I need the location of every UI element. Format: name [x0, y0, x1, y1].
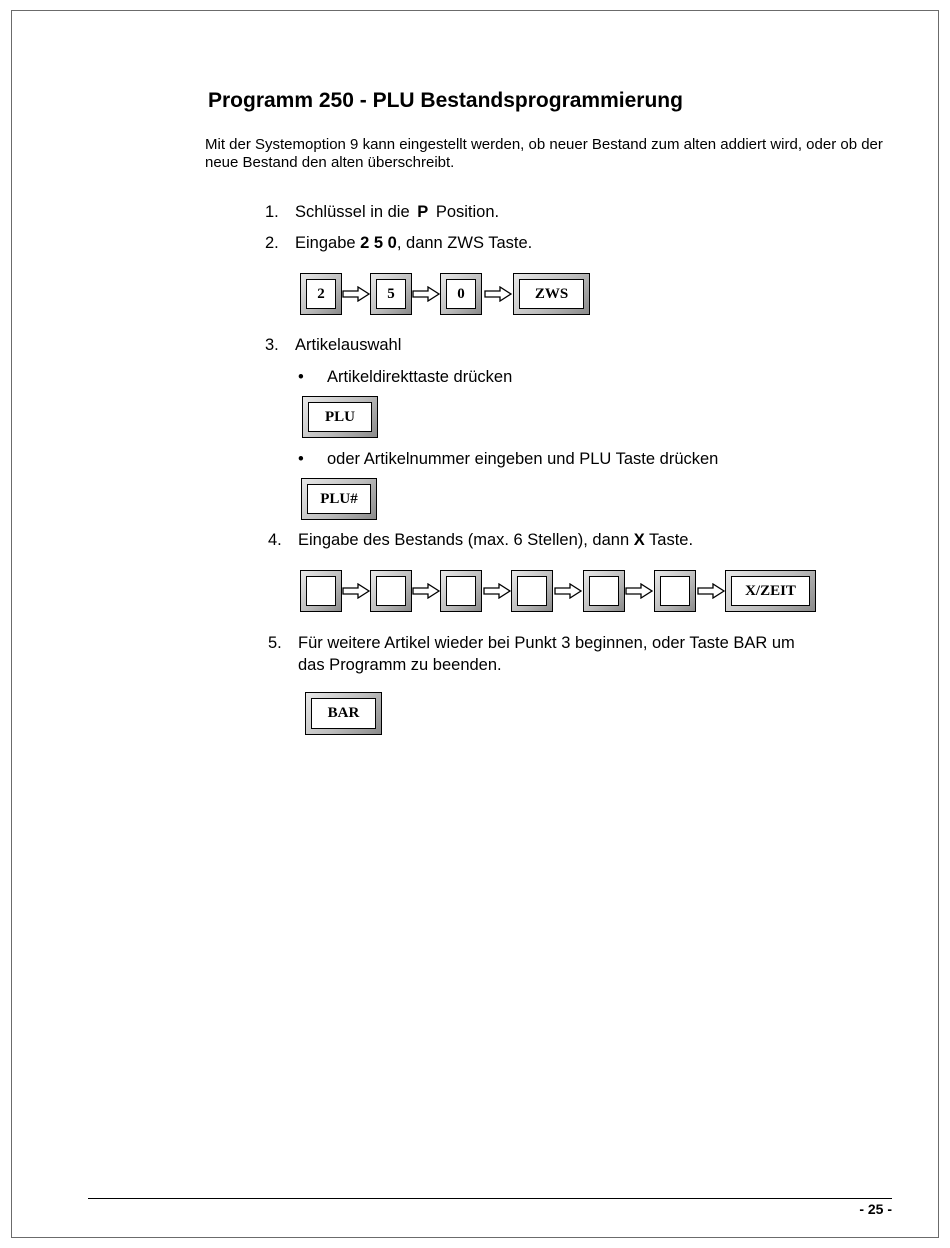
step-text	[295, 203, 499, 222]
arrow-right-icon	[412, 583, 440, 599]
step-number: 3.	[265, 336, 279, 354]
key-label: 0	[446, 279, 476, 309]
step-text	[298, 632, 795, 676]
step-text-pre: Schlüssel in die	[295, 203, 415, 221]
key-plu-number	[301, 478, 377, 520]
key-blank	[583, 570, 625, 612]
bullet-text: oder Artikelnummer eingeben und PLU Taste drücken	[327, 450, 719, 468]
arrow-right-icon	[697, 583, 725, 599]
key-label: 5	[376, 279, 406, 309]
key-label: PLU#	[307, 484, 371, 514]
key-label	[446, 576, 476, 606]
bullet-text: Artikeldirekttaste drücken	[327, 368, 513, 386]
step-text-line: das Programm zu beenden.	[298, 656, 502, 674]
step-text-bold: P	[417, 203, 429, 221]
step-number: 5.	[268, 634, 282, 652]
key-blank	[440, 570, 482, 612]
page-title: Programm 250 - PLU Bestandsprogrammierung	[208, 89, 683, 112]
page-frame	[11, 10, 939, 1238]
key-0	[440, 273, 482, 315]
key-label: X/ZEIT	[731, 576, 810, 606]
key-2	[300, 273, 342, 315]
intro-paragraph: Mit der Systemoption 9 kann eingestellt werden, ob neuer Bestand zum alten addiert wird, oder ob der neue Bestand den alten überschreibt.	[205, 136, 883, 171]
key-bar	[305, 692, 382, 735]
page-number: - 25 -	[859, 1201, 892, 1217]
arrow-right-icon	[625, 583, 653, 599]
step-number: 1.	[265, 203, 279, 221]
step-number: 2.	[265, 234, 279, 252]
key-label	[306, 576, 336, 606]
key-x-zeit	[725, 570, 816, 612]
key-blank	[511, 570, 553, 612]
key-label: PLU	[308, 402, 372, 432]
footer-rule	[88, 1198, 892, 1199]
step-text-line: Für weitere Artikel wieder bei Punkt 3 beginnen, oder Taste BAR um	[298, 634, 795, 652]
step-text	[298, 531, 693, 550]
key-label: BAR	[311, 698, 376, 729]
key-plu	[302, 396, 378, 438]
arrow-right-icon	[484, 286, 512, 302]
key-label: ZWS	[519, 279, 584, 309]
step-number: 4.	[268, 531, 282, 549]
key-label: 2	[306, 279, 336, 309]
step-text-post: Position.	[431, 203, 500, 221]
step-text-bold: X	[633, 531, 645, 549]
key-blank	[300, 570, 342, 612]
key-label	[660, 576, 690, 606]
key-label	[589, 576, 619, 606]
arrow-right-icon	[342, 286, 370, 302]
arrow-right-icon	[342, 583, 370, 599]
step-text-post: Taste.	[644, 531, 694, 549]
key-5	[370, 273, 412, 315]
key-label	[517, 576, 547, 606]
step-text: Artikelauswahl	[295, 336, 402, 354]
key-label	[376, 576, 406, 606]
key-zws	[513, 273, 590, 315]
arrow-right-icon	[483, 583, 511, 599]
step-text	[295, 234, 532, 253]
step-text-post: , dann ZWS Taste.	[396, 234, 533, 252]
step-text-pre: Eingabe des Bestands (max. 6 Stellen), dann	[298, 531, 634, 549]
step-text-bold: 2 5 0	[360, 234, 397, 252]
step-text-pre: Eingabe	[295, 234, 361, 252]
arrow-right-icon	[554, 583, 582, 599]
key-blank	[654, 570, 696, 612]
bullet-dot: •	[298, 368, 304, 386]
arrow-right-icon	[412, 286, 440, 302]
bullet-dot: •	[298, 450, 304, 468]
key-blank	[370, 570, 412, 612]
